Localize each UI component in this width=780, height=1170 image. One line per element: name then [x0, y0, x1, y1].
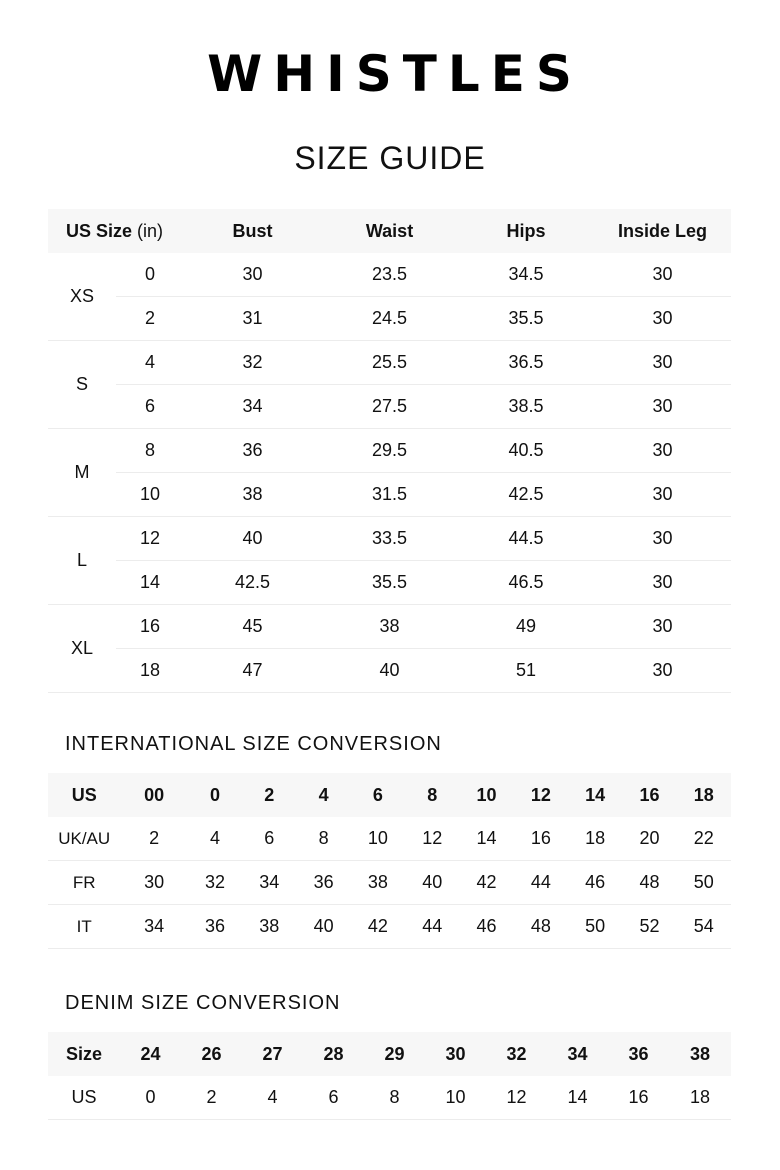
denim-cell: 2	[181, 1076, 242, 1120]
intl-cell: 42	[351, 905, 405, 949]
waist-cell: 40	[321, 649, 458, 693]
denim-cell: 12	[486, 1076, 547, 1120]
size-row	[48, 649, 731, 693]
bust-cell: 32	[184, 341, 321, 385]
size-table	[48, 209, 731, 693]
intl-header-cell: 14	[568, 773, 622, 817]
page-title: SIZE GUIDE	[294, 140, 486, 176]
inside-leg-cell: 30	[594, 253, 731, 297]
intl-cell: 4	[188, 817, 242, 861]
waist-cell: 25.5	[321, 341, 458, 385]
denim-cell: 16	[608, 1076, 669, 1120]
waist-cell: 29.5	[321, 429, 458, 473]
denim-cell: 4	[242, 1076, 303, 1120]
inside-leg-cell: 30	[594, 561, 731, 605]
intl-header-cell: 12	[514, 773, 568, 817]
denim-header-cell: 38	[669, 1032, 731, 1076]
intl-cell: 14	[459, 817, 513, 861]
brand-logo: WHISTLES	[207, 45, 583, 103]
header-us-size	[48, 209, 184, 253]
denim-header-cell: 26	[181, 1032, 242, 1076]
denim-cell: 8	[364, 1076, 425, 1120]
intl-row	[48, 817, 731, 861]
bust-cell: 45	[184, 605, 321, 649]
intl-header-cell: 8	[405, 773, 459, 817]
intl-row-label: FR	[48, 861, 120, 905]
hips-cell: 40.5	[458, 429, 594, 473]
size-group-label: M	[48, 429, 116, 517]
denim-cell: 10	[425, 1076, 486, 1120]
intl-cell: 36	[296, 861, 350, 905]
intl-cell: 48	[514, 905, 568, 949]
waist-cell: 23.5	[321, 253, 458, 297]
inside-leg-cell: 30	[594, 429, 731, 473]
size-row	[48, 473, 731, 517]
denim-header-cell: 30	[425, 1032, 486, 1076]
bust-cell: 30	[184, 253, 321, 297]
intl-header-cell: 2	[242, 773, 296, 817]
intl-cell: 36	[188, 905, 242, 949]
bust-cell: 36	[184, 429, 321, 473]
inside-leg-cell: 30	[594, 605, 731, 649]
intl-cell: 34	[120, 905, 187, 949]
intl-cell: 44	[514, 861, 568, 905]
denim-row-label: US	[48, 1076, 120, 1120]
waist-cell: 27.5	[321, 385, 458, 429]
intl-cell: 18	[568, 817, 622, 861]
intl-header-cell: 00	[120, 773, 187, 817]
size-group-label: L	[48, 517, 116, 605]
intl-cell: 50	[568, 905, 622, 949]
intl-cell: 44	[405, 905, 459, 949]
header-us-size-label: US Size	[66, 220, 133, 241]
waist-cell: 38	[321, 605, 458, 649]
international-header	[48, 773, 731, 817]
intl-cell: 54	[677, 905, 731, 949]
size-group-label: XS	[48, 253, 116, 341]
intl-cell: 20	[622, 817, 676, 861]
header-waist: Waist	[321, 209, 458, 253]
waist-cell: 35.5	[321, 561, 458, 605]
header-unit: (in)	[137, 220, 164, 241]
waist-cell: 33.5	[321, 517, 458, 561]
intl-cell: 34	[242, 861, 296, 905]
intl-cell: 52	[622, 905, 676, 949]
intl-cell: 12	[405, 817, 459, 861]
size-group-label: S	[48, 341, 116, 429]
us-size-cell: 8	[116, 429, 184, 473]
intl-cell: 48	[622, 861, 676, 905]
size-row	[48, 297, 731, 341]
hips-cell: 34.5	[458, 253, 594, 297]
intl-cell: 30	[120, 861, 187, 905]
us-size-cell: 0	[116, 253, 184, 297]
international-table	[48, 773, 731, 949]
denim-header-cell: 34	[547, 1032, 608, 1076]
intl-cell: 16	[514, 817, 568, 861]
intl-row-label: IT	[48, 905, 120, 949]
intl-row	[48, 861, 731, 905]
size-table-header	[48, 209, 731, 253]
denim-cell: 14	[547, 1076, 608, 1120]
denim-heading: DENIM SIZE CONVERSION	[65, 992, 341, 1014]
size-row	[48, 253, 731, 297]
us-size-cell: 2	[116, 297, 184, 341]
denim-header-label: Size	[48, 1032, 120, 1076]
intl-cell: 42	[459, 861, 513, 905]
header-inside-leg: Inside Leg	[594, 209, 731, 253]
denim-header-cell: 24	[120, 1032, 181, 1076]
intl-row	[48, 905, 731, 949]
intl-header-cell: 16	[622, 773, 676, 817]
intl-cell: 38	[242, 905, 296, 949]
us-size-cell: 12	[116, 517, 184, 561]
intl-header-label: US	[48, 773, 120, 817]
bust-cell: 38	[184, 473, 321, 517]
denim-cell: 18	[669, 1076, 731, 1120]
intl-header-cell: 4	[296, 773, 350, 817]
us-size-cell: 14	[116, 561, 184, 605]
size-row	[48, 385, 731, 429]
denim-table	[48, 1032, 731, 1120]
us-size-cell: 6	[116, 385, 184, 429]
size-row	[48, 341, 731, 385]
hips-cell: 49	[458, 605, 594, 649]
intl-header-cell: 18	[677, 773, 731, 817]
inside-leg-cell: 30	[594, 473, 731, 517]
intl-header-cell: 0	[188, 773, 242, 817]
hips-cell: 42.5	[458, 473, 594, 517]
intl-header-cell: 10	[459, 773, 513, 817]
denim-row	[48, 1076, 731, 1120]
bust-cell: 31	[184, 297, 321, 341]
us-size-cell: 4	[116, 341, 184, 385]
size-row	[48, 517, 731, 561]
hips-cell: 36.5	[458, 341, 594, 385]
bust-cell: 47	[184, 649, 321, 693]
intl-cell: 38	[351, 861, 405, 905]
denim-header-cell: 27	[242, 1032, 303, 1076]
intl-cell: 46	[568, 861, 622, 905]
hips-cell: 38.5	[458, 385, 594, 429]
intl-row-label: UK/AU	[48, 817, 120, 861]
bust-cell: 40	[184, 517, 321, 561]
size-group-label: XL	[48, 605, 116, 693]
inside-leg-cell: 30	[594, 297, 731, 341]
hips-cell: 51	[458, 649, 594, 693]
intl-header-cell: 6	[351, 773, 405, 817]
us-size-cell: 18	[116, 649, 184, 693]
size-row	[48, 605, 731, 649]
intl-cell: 40	[405, 861, 459, 905]
intl-cell: 10	[351, 817, 405, 861]
denim-cell: 6	[303, 1076, 364, 1120]
intl-cell: 8	[296, 817, 350, 861]
bust-cell: 34	[184, 385, 321, 429]
intl-cell: 32	[188, 861, 242, 905]
intl-cell: 22	[677, 817, 731, 861]
denim-header-cell: 32	[486, 1032, 547, 1076]
intl-cell: 50	[677, 861, 731, 905]
header-hips: Hips	[458, 209, 594, 253]
inside-leg-cell: 30	[594, 385, 731, 429]
inside-leg-cell: 30	[594, 341, 731, 385]
us-size-cell: 10	[116, 473, 184, 517]
intl-cell: 46	[459, 905, 513, 949]
denim-header-cell: 28	[303, 1032, 364, 1076]
hips-cell: 44.5	[458, 517, 594, 561]
denim-header	[48, 1032, 731, 1076]
international-heading: INTERNATIONAL SIZE CONVERSION	[65, 733, 442, 755]
us-size-cell: 16	[116, 605, 184, 649]
hips-cell: 35.5	[458, 297, 594, 341]
intl-cell: 2	[120, 817, 187, 861]
hips-cell: 46.5	[458, 561, 594, 605]
header-bust: Bust	[184, 209, 321, 253]
waist-cell: 24.5	[321, 297, 458, 341]
inside-leg-cell: 30	[594, 517, 731, 561]
intl-cell: 6	[242, 817, 296, 861]
waist-cell: 31.5	[321, 473, 458, 517]
intl-cell: 40	[296, 905, 350, 949]
denim-cell: 0	[120, 1076, 181, 1120]
inside-leg-cell: 30	[594, 649, 731, 693]
size-row	[48, 561, 731, 605]
denim-header-cell: 36	[608, 1032, 669, 1076]
bust-cell: 42.5	[184, 561, 321, 605]
denim-header-cell: 29	[364, 1032, 425, 1076]
size-row	[48, 429, 731, 473]
